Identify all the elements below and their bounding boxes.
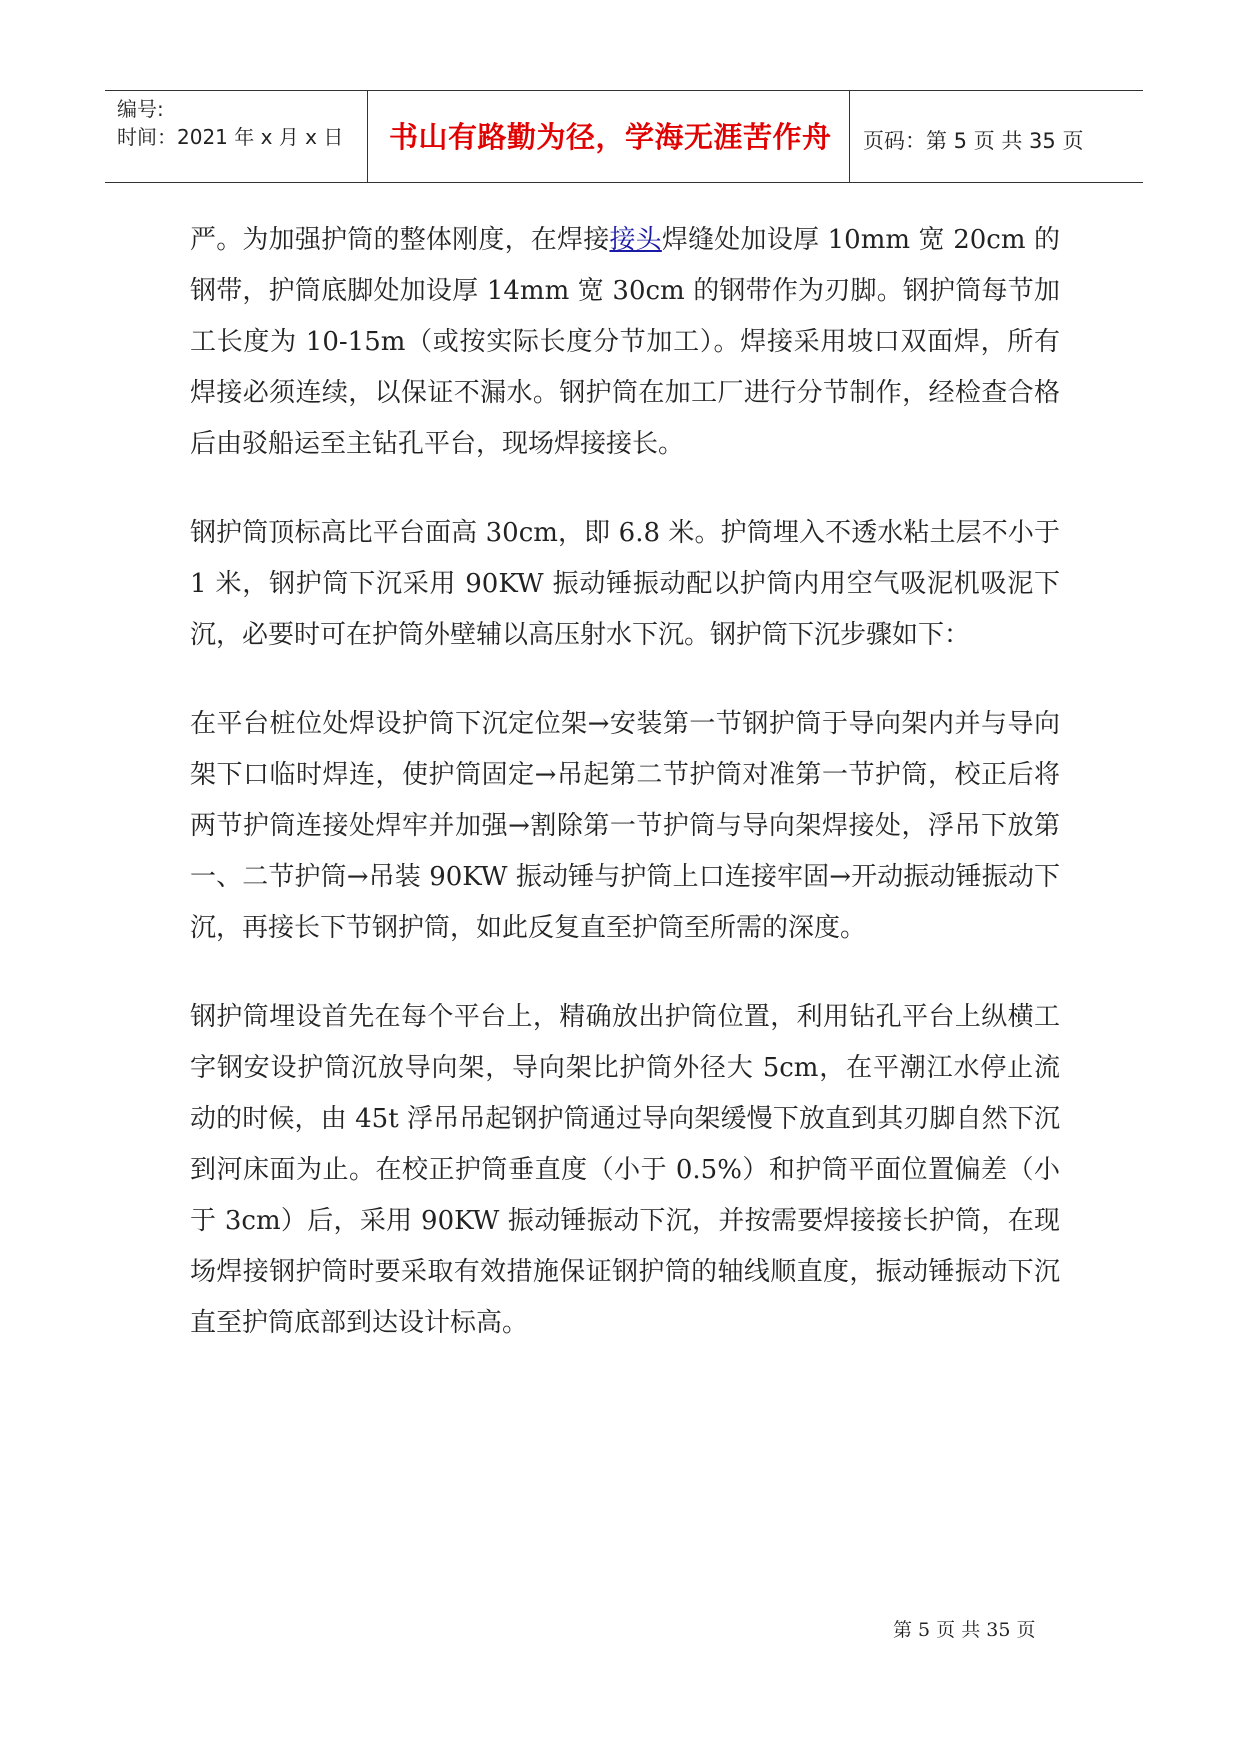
paragraph-1-text-b: 焊缝处加设厚 10mm 宽 20cm 的钢带，护筒底脚处加设厚 14mm 宽 30cm 的钢带作为刃脚。钢护筒每节加工长度为 10-15m（或按实际长度分节加工）。焊接采用坡口双面焊，所有焊接必须连续，以保证不漏水。钢护筒在加工厂进行分节制作，经检查合格后由驳船运至主钻孔平台，现场焊接接长。 <box>190 225 1060 459</box>
paragraph-3: 在平台桩位处焊设护筒下沉定位架→安装第一节钢护筒于导向架内并与导向架下口临时焊连，使护筒固定→吊起第二节护筒对准第一节护筒，校正后将两节护筒连接处焊牢并加强→割除第一节护筒与导向架焊接处，浮吊下放第一、二节护筒→吊装 90KW 振动锤与护筒上口连接牢固→开动振动锤振动下沉，再接长下节钢护筒，如此反复直至护筒至所需的深度。 <box>190 709 1060 943</box>
header-page-number: 页码：第 5 页 共 35 页 <box>863 129 1084 153</box>
header-motto: 书山有路勤为径，学海无涯苦作舟 <box>389 120 832 154</box>
header-page-cell <box>849 91 1143 182</box>
page-footer: 第 5 页 共 35 页 <box>893 1619 1036 1641</box>
paragraph-2: 钢护筒顶标高比平台面高 30cm，即 6.8 米。护筒埋入不透水粘土层不小于 1 米，钢护筒下沉采用 90KW 振动锤振动配以护筒内用空气吸泥机吸泥下沉，必要时可在护筒外壁辅以高压射水下沉。钢护筒下沉步骤如下： <box>190 518 1060 650</box>
document-time-label: 时间：2021 年 x 月 x 日 <box>117 125 344 149</box>
paragraph-1 <box>190 215 1060 470</box>
document-number-label: 编号: <box>117 97 164 121</box>
paragraph-1-text-a: 严。为加强护筒的整体刚度，在焊接 <box>190 225 610 255</box>
document-body <box>190 215 1060 1387</box>
header-meta <box>105 91 367 182</box>
page-header <box>105 90 1143 183</box>
paragraph-4: 钢护筒埋设首先在每个平台上，精确放出护筒位置，利用钻孔平台上纵横工字钢安设护筒沉放导向架，导向架比护筒外径大 5cm，在平潮江水停止流动的时候，由 45t 浮吊吊起钢护筒通过导向架缓慢下放直到其刃脚自然下沉到河床面为止。在校正护筒垂直度（小于 0.5%）和护筒平面位置偏差（小于 3cm）后，采用 90KW 振动锤振动下沉，并按需要焊接接长护筒，在现场焊接钢护筒时要采取有效措施保证钢护筒的轴线顺直度，振动锤振动下沉直至护筒底部到达设计标高。 <box>190 1002 1060 1338</box>
joint-link[interactable]: 接头 <box>609 225 662 255</box>
header-motto-cell <box>367 91 849 182</box>
